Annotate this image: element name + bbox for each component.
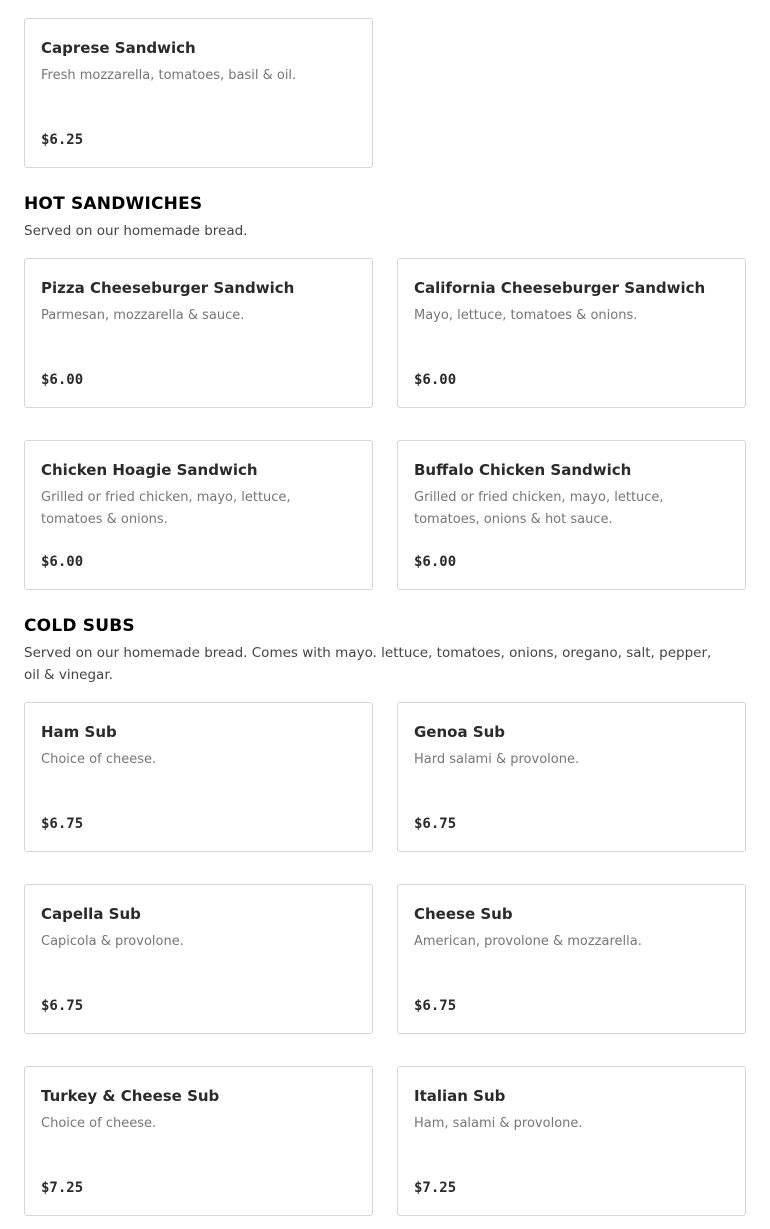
menu-item-name: Genoa Sub xyxy=(414,723,506,741)
menu-item-card[interactable] xyxy=(24,258,373,408)
menu-item-name: Capella Sub xyxy=(41,905,141,923)
menu-item-description: American, provolone & mozzarella. xyxy=(414,934,642,949)
menu-item-description: Parmesan, mozzarella & sauce. xyxy=(41,308,245,323)
menu-item-card[interactable] xyxy=(24,18,373,168)
menu-item-price: $6.00 xyxy=(414,372,457,388)
menu-item-price: $6.75 xyxy=(41,816,84,832)
menu-item-name: Pizza Cheeseburger Sandwich xyxy=(41,279,295,297)
menu-item-card[interactable] xyxy=(397,884,746,1034)
menu-item-description: Mayo, lettuce, tomatoes & onions. xyxy=(414,308,638,323)
menu-item-price: $6.25 xyxy=(41,132,84,148)
menu-item-price: $7.25 xyxy=(41,1180,84,1196)
menu-item-card[interactable] xyxy=(24,702,373,852)
menu-item-description: Grilled or fried chicken, mayo, lettuce, tomatoes & onions. xyxy=(41,490,291,527)
menu-item-name: Caprese Sandwich xyxy=(41,39,196,57)
menu-item-description: Hard salami & provolone. xyxy=(414,752,580,767)
menu-item-description: Choice of cheese. xyxy=(41,752,157,767)
menu-item-price: $6.75 xyxy=(414,816,457,832)
section-title-hot-sandwiches: HOT SANDWICHES xyxy=(24,194,203,214)
section-description-cold-subs: Served on our homemade bread. Comes with mayo. lettuce, tomatoes, onions, oregano, salt, pepper, oil & vinegar. xyxy=(24,645,712,683)
menu-item-card[interactable] xyxy=(24,884,373,1034)
section-description-hot-sandwiches: Served on our homemade bread. xyxy=(24,223,248,239)
menu-item-price: $6.00 xyxy=(414,554,457,570)
menu-item-name: Italian Sub xyxy=(414,1087,506,1105)
menu-item-card[interactable] xyxy=(397,702,746,852)
menu-item-price: $6.75 xyxy=(414,998,457,1014)
menu-item-name: Turkey & Cheese Sub xyxy=(41,1087,220,1105)
menu-item-price: $6.00 xyxy=(41,372,84,388)
menu-item-description: Fresh mozzarella, tomatoes, basil & oil. xyxy=(41,68,297,83)
menu-item-card[interactable] xyxy=(397,1066,746,1216)
menu-item-price: $6.00 xyxy=(41,554,84,570)
menu-item-description: Ham, salami & provolone. xyxy=(414,1116,583,1131)
menu-item-price: $6.75 xyxy=(41,998,84,1014)
menu-item-name: Ham Sub xyxy=(41,723,117,741)
menu-item-description: Capicola & provolone. xyxy=(41,934,184,949)
menu-item-name: Buffalo Chicken Sandwich xyxy=(414,461,632,479)
menu-item-price: $7.25 xyxy=(414,1180,457,1196)
menu-item-description: Grilled or fried chicken, mayo, lettuce, tomatoes, onions & hot sauce. xyxy=(414,490,664,527)
menu-item-card[interactable] xyxy=(24,440,373,590)
section-title-cold-subs: COLD SUBS xyxy=(24,616,135,636)
menu-item-name: Chicken Hoagie Sandwich xyxy=(41,461,258,479)
menu-item-card[interactable] xyxy=(397,258,746,408)
menu-item-card[interactable] xyxy=(24,1066,373,1216)
menu-item-name: Cheese Sub xyxy=(414,905,513,923)
menu-item-name: California Cheeseburger Sandwich xyxy=(414,279,706,297)
menu-item-description: Choice of cheese. xyxy=(41,1116,157,1131)
menu-item-card[interactable] xyxy=(397,440,746,590)
